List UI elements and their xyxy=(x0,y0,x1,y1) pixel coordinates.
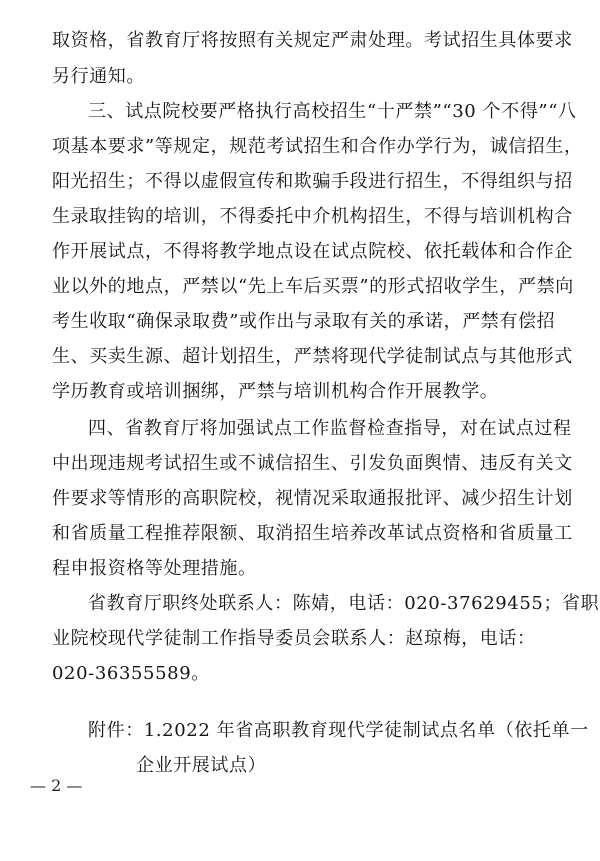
text-line-1: 取资格，省教育厅将按照有关规定严肃处理。考试招生具体要求 xyxy=(52,30,573,51)
text-line-6: 生录取挂钩的培训，不得委托中介机构招生，不得与培训机构合 xyxy=(52,206,573,227)
text-line-11: 学历教育或培训捆绑，严禁与培训机构合作开展教学。 xyxy=(52,381,499,402)
text-line-7: 作开展试点，不得将教学地点设在试点院校、依托载体和合作企 xyxy=(52,241,573,262)
text-line-5: 阳光招生；不得以虚假宣传和欺骗手段进行招生，不得组织与招 xyxy=(52,171,573,192)
contact-paragraph-start: 省教育厅职终处联系人：陈婧，电话：020-37629455；省职 xyxy=(88,593,600,614)
text-line-19: 020-36355589。 xyxy=(52,663,210,684)
text-line-9: 考生收取“确保录取费”或作出与录取有关的承诺，严禁有偿招 xyxy=(52,311,556,332)
attachment-continuation: 企业开展试点） xyxy=(136,755,267,776)
attachment-line: 附件：1.2022 年省高职教育现代学徒制试点名单（依托单一 xyxy=(88,720,589,741)
text-line-16: 程申报资格等处理措施。 xyxy=(52,558,257,579)
text-line-8: 业以外的地点，严禁以“先上车后买票”的形式招收学生，严禁向 xyxy=(52,276,574,297)
text-line-2: 另行通知。 xyxy=(52,66,145,87)
text-line-4: 项基本要求”等规定，规范考试招生和合作办学行为，诚信招生， xyxy=(52,136,583,157)
text-line-10: 生、买卖生源、超计划招生，严禁将现代学徒制试点与其他形式 xyxy=(52,346,573,367)
paragraph-3-start: 三、试点院校要严格执行高校招生“十严禁”“30 个不得”“八 xyxy=(88,101,577,122)
paragraph-4-start: 四、省教育厅将加强试点工作监督检查指导，对在试点过程 xyxy=(88,418,572,439)
text-line-18: 业院校现代学徒制工作指导委员会联系人：赵琼梅，电话： xyxy=(52,628,536,649)
page-number: — 2 — xyxy=(30,776,83,795)
text-line-13: 中出现违规考试招生或不诚信招生、引发负面舆情、违反有关文 xyxy=(52,453,573,474)
text-line-14: 件要求等情形的高职院校，视情况采取通报批评、减少招生计划 xyxy=(52,488,573,509)
text-line-15: 和省质量工程推荐限额、取消招生培养改革试点资格和省质量工 xyxy=(52,523,573,544)
